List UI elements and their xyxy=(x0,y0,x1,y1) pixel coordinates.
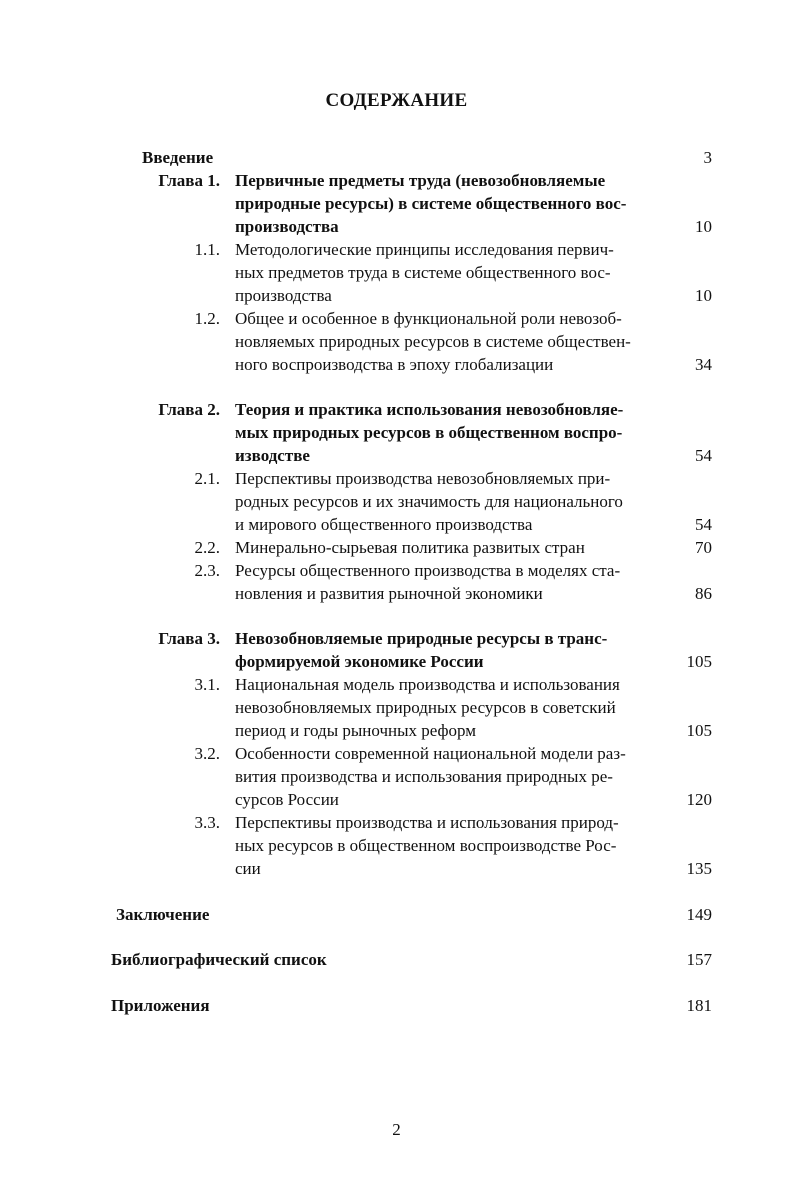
toc-intro-label[interactable]: Введение xyxy=(142,148,214,167)
toc-s32-page: 120 xyxy=(686,790,712,809)
page-title: СОДЕРЖАНИЕ xyxy=(325,90,468,111)
toc-ch2-line-2[interactable]: мых природных ресурсов в общественном воспро- xyxy=(235,423,623,442)
toc-s12-line-2[interactable]: новляемых природных ресурсов в системе обществен- xyxy=(235,332,631,351)
toc-s33-label: 3.3. xyxy=(194,813,220,832)
toc-bibliography-label[interactable]: Библиографический список xyxy=(111,950,327,969)
toc-s22-page: 70 xyxy=(695,538,712,557)
toc-s23-label: 2.3. xyxy=(194,561,220,580)
toc-ch2-line-3[interactable]: изводстве xyxy=(235,446,310,465)
toc-s23-line-2[interactable]: новления и развития рыночной экономики xyxy=(235,584,543,603)
toc-appendices-label[interactable]: Приложения xyxy=(111,996,210,1015)
toc-s32-line-1[interactable]: Особенности современной национальной модели раз- xyxy=(235,744,626,763)
toc-s12-page: 34 xyxy=(695,355,712,374)
page-number: 2 xyxy=(392,1120,401,1139)
toc-s21-line-1[interactable]: Перспективы производства невозобновляемых при- xyxy=(235,469,611,488)
toc-appendices-page: 181 xyxy=(686,996,712,1015)
toc-ch2-line-1[interactable]: Теория и практика использования невозобновляе- xyxy=(235,400,624,419)
toc-s31-line-2[interactable]: невозобновляемых природных ресурсов в советский xyxy=(235,698,616,717)
toc-conclusion-page: 149 xyxy=(686,905,712,924)
toc-s11-label: 1.1. xyxy=(194,240,220,259)
toc-s31-page: 105 xyxy=(686,721,712,740)
toc-ch2-page: 54 xyxy=(695,446,712,465)
toc-s31-line-3[interactable]: период и годы рыночных реформ xyxy=(235,721,477,740)
toc-s22-line-1[interactable]: Минерально-сырьевая политика развитых стран xyxy=(235,538,585,557)
toc-s11-line-2[interactable]: ных предметов труда в системе общественного вос- xyxy=(235,263,611,282)
toc-ch3-line-1[interactable]: Невозобновляемые природные ресурсы в транс- xyxy=(235,629,608,648)
toc-ch1-page: 10 xyxy=(695,217,712,236)
toc-s11-page: 10 xyxy=(695,286,712,305)
toc-s21-line-3[interactable]: и мирового общественного производства xyxy=(235,515,533,534)
toc-ch1-line-3[interactable]: производства xyxy=(235,217,339,236)
toc-s32-line-2[interactable]: вития производства и использования природных ре- xyxy=(235,767,613,786)
toc-ch3-line-2[interactable]: формируемой экономике России xyxy=(235,652,484,671)
toc-bibliography-page: 157 xyxy=(686,950,712,969)
toc-s31-label: 3.1. xyxy=(194,675,220,694)
toc-ch1-line-2[interactable]: природные ресурсы) в системе общественного вос- xyxy=(235,194,627,213)
toc-s11-line-3[interactable]: производства xyxy=(235,286,332,305)
toc-s21-page: 54 xyxy=(695,515,712,534)
toc-s22-label: 2.2. xyxy=(194,538,220,557)
toc-s23-page: 86 xyxy=(695,584,712,603)
toc-s33-line-2[interactable]: ных ресурсов в общественном воспроизводстве Рос- xyxy=(235,836,617,855)
toc-s23-line-1[interactable]: Ресурсы общественного производства в моделях ста- xyxy=(235,561,621,580)
toc-s33-page: 135 xyxy=(686,859,712,878)
toc-ch1-label: Глава 1. xyxy=(158,171,220,190)
toc-s11-line-1[interactable]: Методологические принципы исследования первич- xyxy=(235,240,614,259)
toc-ch3-label: Глава 3. xyxy=(158,629,220,648)
toc-s12-line-3[interactable]: ного воспроизводства в эпоху глобализации xyxy=(235,355,554,374)
toc-s12-label: 1.2. xyxy=(194,309,220,328)
toc-s31-line-1[interactable]: Национальная модель производства и использования xyxy=(235,675,620,694)
toc-s33-line-1[interactable]: Перспективы производства и использования природ- xyxy=(235,813,619,832)
toc-conclusion-label[interactable]: Заключение xyxy=(116,905,210,924)
toc-s32-label: 3.2. xyxy=(194,744,220,763)
toc-s12-line-1[interactable]: Общее и особенное в функциональной роли невозоб- xyxy=(235,309,622,328)
toc-s33-line-3[interactable]: сии xyxy=(235,859,261,878)
toc-ch2-label: Глава 2. xyxy=(158,400,220,419)
toc-s21-label: 2.1. xyxy=(194,469,220,488)
toc-s21-line-2[interactable]: родных ресурсов и их значимость для национального xyxy=(235,492,623,511)
toc-ch3-page: 105 xyxy=(686,652,712,671)
toc-s32-line-3[interactable]: сурсов России xyxy=(235,790,339,809)
toc-intro-page: 3 xyxy=(703,148,712,167)
toc-ch1-line-1[interactable]: Первичные предметы труда (невозобновляемые xyxy=(235,171,606,190)
